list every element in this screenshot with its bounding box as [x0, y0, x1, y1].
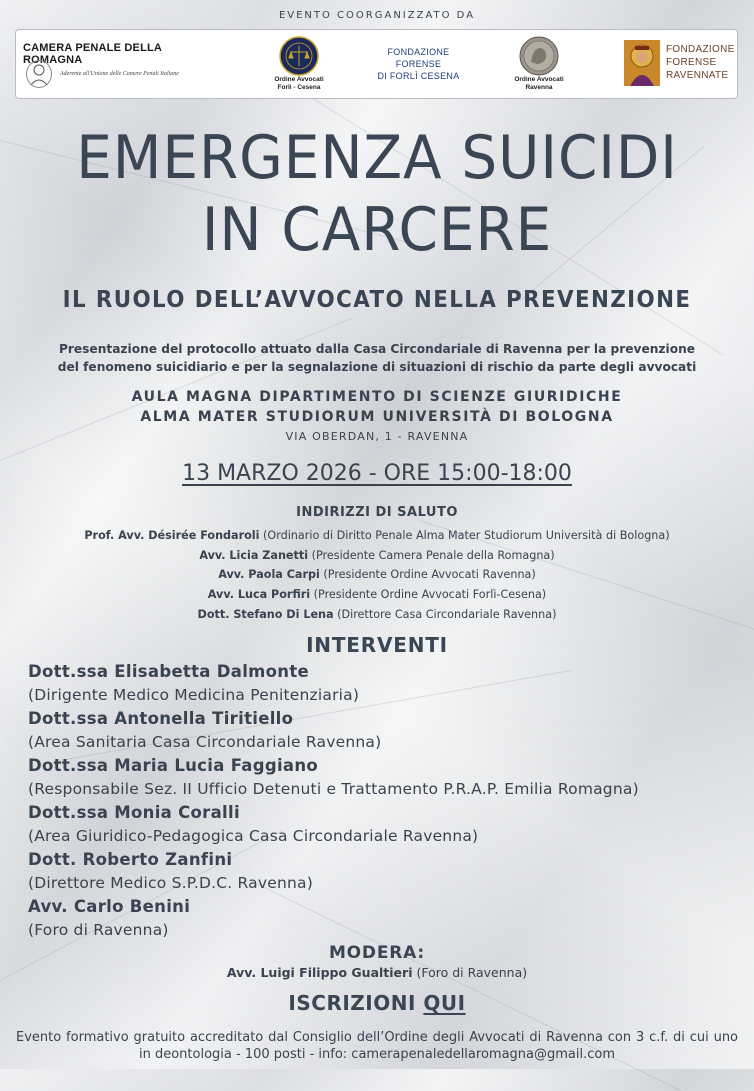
saluti-item [0, 585, 754, 605]
ordine-ravenna-logo [504, 30, 574, 98]
ff-line-3: DI FORLÌ CESENA [377, 71, 460, 81]
speaker-role: (Dirigente Medico Medicina Penitenziaria) [28, 686, 360, 704]
fr-line-1: FONDAZIONE [666, 44, 735, 55]
iscrizioni [0, 991, 754, 1015]
saluti-role: (Direttore Casa Circondariale Ravenna) [333, 607, 557, 621]
saluti-title: INDIRIZZI DI SALUTO [296, 505, 458, 520]
saluti-role: (Presidente Ordine Avvocati Forlì-Cesena) [310, 588, 547, 602]
saluti-name: Avv. Paola Carpi [218, 568, 320, 582]
moderator-role: (Foro di Ravenna) [412, 965, 528, 980]
saluti-name: Dott. Stefano Di Lena [197, 607, 334, 621]
ff-line-1: FONDAZIONE [387, 47, 450, 57]
venue-line-1: AULA MAGNA DIPARTIMENTO DI SCIENZE GIURIDICHE [131, 389, 623, 405]
speaker-item [28, 801, 748, 848]
speaker-name: Avv. Carlo Benini [28, 897, 191, 916]
speaker-item [28, 848, 748, 895]
speakers-list [28, 660, 748, 942]
saluti-role: (Presidente Camera Penale della Romagna) [308, 548, 555, 562]
ordine-ravenna-caption-1: Ordine Avvocati [514, 76, 564, 83]
speaker-name: Dott.ssa Antonella Tiritiello [28, 709, 294, 728]
modera-title: MODERA: [328, 943, 426, 963]
ordine-ravenna-coin-icon [519, 36, 559, 76]
description [0, 340, 754, 376]
ordine-forli-seal-icon [279, 36, 319, 76]
event-date-text: 13 MARZO 2026 - ORE 15:00-18:00 [182, 461, 572, 486]
speaker-item [28, 754, 748, 801]
ordine-forli-caption-2: Forlì - Cesena [277, 84, 321, 91]
iscrizioni-link[interactable]: QUI [423, 991, 466, 1015]
camera-penale-subtitle: Aderente all'Unione delle Camere Penali Italiane [60, 71, 179, 77]
mosaic-emperor-icon [624, 40, 660, 86]
organizers-logo-bar [15, 29, 738, 99]
fondazione-ravennate-logo [622, 30, 737, 98]
saluti-item [0, 526, 754, 546]
fr-line-3: RAVENNATE [666, 70, 729, 81]
speaker-role: (Area Sanitaria Casa Circondariale Ravenna) [28, 733, 382, 751]
saluti-item [0, 565, 754, 585]
event-date [0, 461, 754, 486]
evento-label: EVENTO COORGANIZZATO DA [278, 10, 476, 21]
moderator [0, 965, 754, 980]
ordine-forli-caption-1: Ordine Avvocati [274, 76, 324, 83]
saluti-name: Avv. Luca Porfiri [207, 588, 311, 602]
moderator-name: Avv. Luigi Filippo Gualtieri [226, 965, 413, 980]
subtitle: IL RUOLO DELL’AVVOCATO NELLA PREVENZIONE [62, 287, 692, 313]
saluti-role: (Ordinario di Diritto Penale Alma Mater Studiorum Università di Bologna) [259, 529, 670, 542]
speaker-role: (Direttore Medico S.P.D.C. Ravenna) [28, 874, 313, 892]
speaker-role: (Foro di Ravenna) [28, 921, 169, 939]
speaker-item [28, 895, 748, 942]
footer-line-1: Evento formativo gratuito accreditato dal Consiglio dell’Ordine degli Avvocati di Ravenna con 3 [16, 1030, 645, 1045]
venue-line-2: ALMA MATER STUDIORUM UNIVERSITÀ DI BOLOGNA [140, 409, 614, 425]
saluti-name: Avv. Licia Zanetti [199, 548, 309, 562]
saluti-list [0, 526, 754, 625]
camera-penale-title: CAMERA PENALE DELLA ROMAGNA [23, 42, 162, 66]
camera-penale-logo [16, 30, 216, 98]
ordine-ravenna-caption-2: Ravenna [525, 84, 553, 91]
footer-line-2: c.f. di cui uno in deontologia - 100 posti - info: camerapenaledellaromagna@gmail.com [138, 1030, 739, 1062]
speaker-name: Dott.ssa Elisabetta Dalmonte [28, 662, 310, 681]
ordine-forli-logo [264, 30, 334, 98]
iscrizioni-label: ISCRIZIONI [288, 991, 424, 1015]
saluti-role: (Presidente Ordine Avvocati Ravenna) [319, 568, 536, 582]
footer-note [16, 1029, 738, 1063]
title-line-1: EMERGENZA SUICIDI [76, 123, 678, 193]
speaker-item [28, 660, 748, 707]
saluti-item [0, 605, 754, 625]
interventi-title: INTERVENTI [306, 633, 448, 657]
speaker-role: (Responsabile Sez. II Ufficio Detenuti e Trattamento P.R.A.P. Emilia Romagna) [28, 780, 639, 798]
speaker-item [28, 707, 748, 754]
description-line-2: del fenomeno suicidiario e per la segnalazione di situazioni di rischio da parte degli avvocati [57, 360, 697, 374]
speaker-name: Dott. Roberto Zanfini [28, 850, 233, 869]
speaker-role: (Area Giuridico-Pedagogica Casa Circondariale Ravenna) [28, 827, 479, 845]
bust-icon [26, 60, 52, 88]
description-line-1: Presentazione del protocollo attuato dalla Casa Circondariale di Ravenna per la prevenzione [58, 342, 696, 356]
saluti-item [0, 546, 754, 566]
speaker-name: Dott.ssa Monia Coralli [28, 803, 240, 822]
fr-line-2: FORENSE [666, 57, 717, 68]
title-line-2: IN CARCERE [201, 195, 553, 265]
saluti-name: Prof. Avv. Désirée Fondaroli [84, 529, 260, 542]
speaker-name: Dott.ssa Maria Lucia Faggiano [28, 756, 319, 775]
venue-address: VIA OBERDAN, 1 - RAVENNA [285, 430, 469, 443]
ff-line-2: FORENSE [395, 59, 442, 69]
fondazione-forense-forli-logo [371, 30, 466, 98]
